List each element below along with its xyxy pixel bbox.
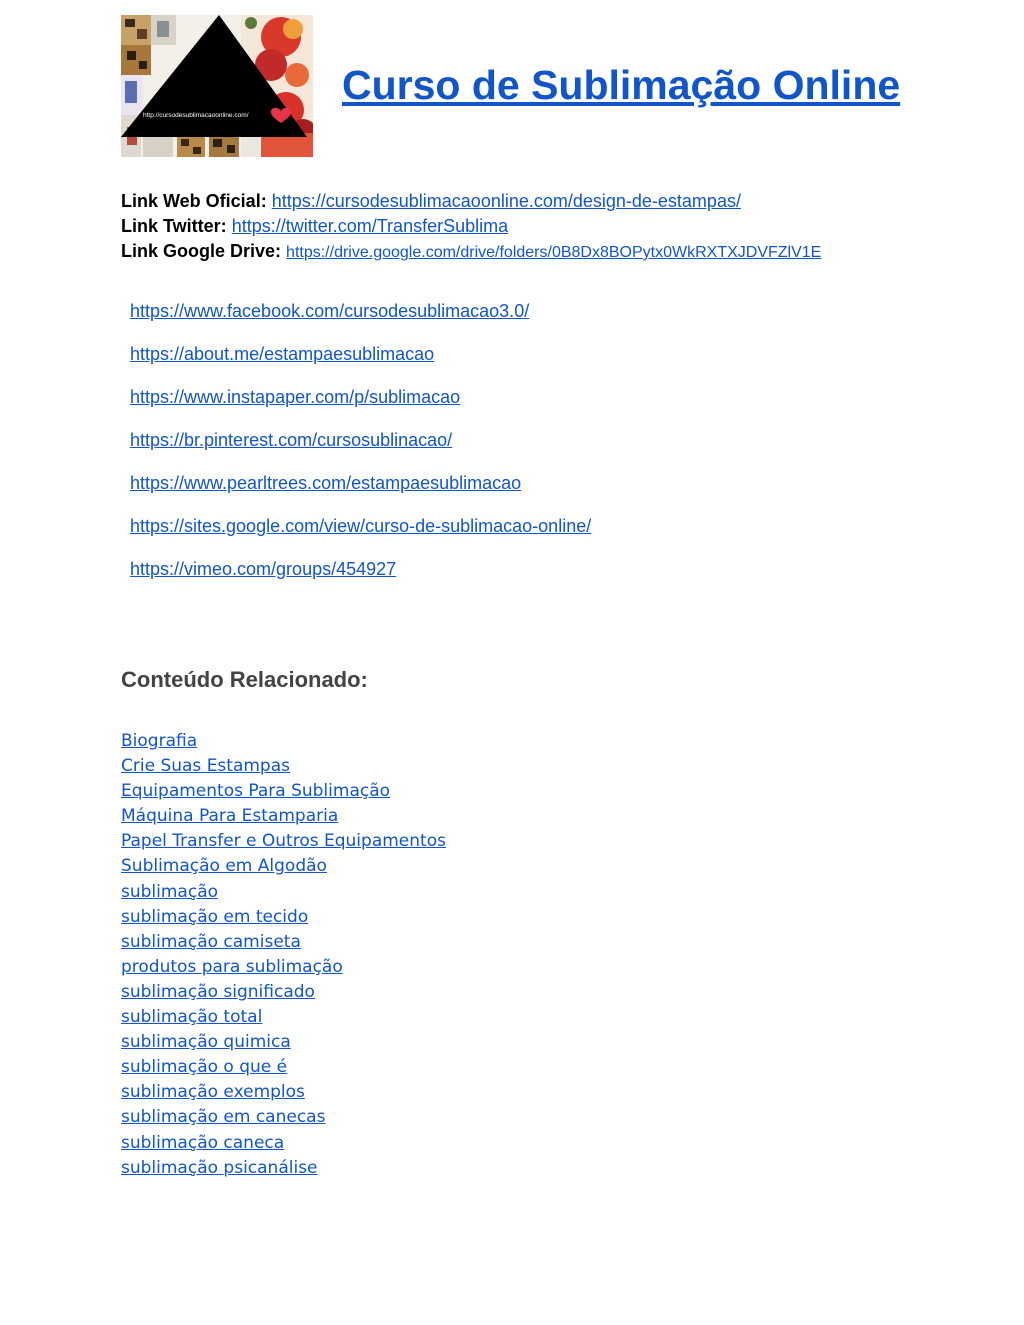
related-link[interactable]: Crie Suas Estampas — [121, 756, 290, 777]
related-link[interactable]: sublimação camiseta — [121, 931, 301, 952]
official-link-twitter[interactable]: https://twitter.com/TransferSublima — [231, 216, 509, 236]
related-link[interactable]: sublimação quimica — [121, 1032, 291, 1053]
page-title — [342, 62, 900, 108]
social-links — [130, 300, 591, 601]
related-link[interactable]: sublimação em tecido — [121, 906, 309, 927]
logo-image — [121, 15, 313, 157]
related-list — [121, 730, 446, 1182]
related-link[interactable]: sublimação significado — [121, 981, 315, 1002]
social-link-pinterest[interactable]: https://br.pinterest.com/cursosublinacao/ — [130, 430, 453, 450]
title-link[interactable]: Curso de Sublimação Online — [342, 62, 901, 108]
related-link[interactable]: Máquina Para Estamparia — [121, 806, 339, 827]
official-link-label: Link Web Oficial: — [121, 191, 267, 211]
logo-caption: http://cursodesublimacaoonline.com/ — [143, 112, 249, 119]
related-link[interactable]: sublimação caneca — [121, 1132, 285, 1153]
social-link-aboutme[interactable]: https://about.me/estampaesublimacao — [130, 344, 435, 364]
official-link-row-web — [121, 190, 821, 215]
related-link[interactable]: sublimação exemplos — [121, 1082, 305, 1103]
official-link-google-drive[interactable]: https://drive.google.com/drive/folders/0B8Dx8BOPytx0WkRXTXJDVFZlV1E — [286, 244, 822, 261]
official-link-web[interactable]: https://cursodesublimacaoonline.com/design-de-estampas/ — [271, 191, 741, 211]
related-link[interactable]: sublimação psicanálise — [121, 1157, 318, 1178]
related-link[interactable]: produtos para sublimação — [121, 956, 343, 977]
official-link-row-drive — [121, 240, 821, 265]
social-link-facebook[interactable]: https://www.facebook.com/cursodesublimacao3.0/ — [130, 301, 530, 321]
social-link-pearltrees[interactable]: https://www.pearltrees.com/estampaesublimacao — [130, 473, 522, 493]
related-link[interactable]: Biografia — [121, 731, 198, 751]
related-link[interactable]: Papel Transfer e Outros Equipamentos — [121, 831, 446, 852]
social-link-vimeo[interactable]: https://vimeo.com/groups/454927 — [130, 559, 397, 579]
social-link-instapaper[interactable]: https://www.instapaper.com/p/sublimacao — [130, 387, 461, 407]
related-link[interactable]: sublimação — [121, 881, 219, 902]
official-link-label: Link Twitter: — [121, 216, 227, 236]
related-link[interactable]: sublimação em canecas — [121, 1107, 326, 1128]
social-link-google-sites[interactable]: https://sites.google.com/view/curso-de-sublimacao-online/ — [130, 516, 592, 536]
official-links — [121, 190, 821, 265]
official-link-row-twitter — [121, 215, 821, 240]
related-link[interactable]: Equipamentos Para Sublimação — [121, 781, 391, 802]
related-link[interactable]: sublimação o que é — [121, 1057, 288, 1078]
official-link-label: Link Google Drive: — [121, 241, 282, 261]
related-heading: Conteúdo Relacionado: — [121, 667, 368, 692]
logo-collage-graphic — [121, 15, 313, 157]
related-link[interactable]: sublimação total — [121, 1007, 263, 1028]
related-link[interactable]: Sublimação em Algodão — [121, 856, 327, 877]
